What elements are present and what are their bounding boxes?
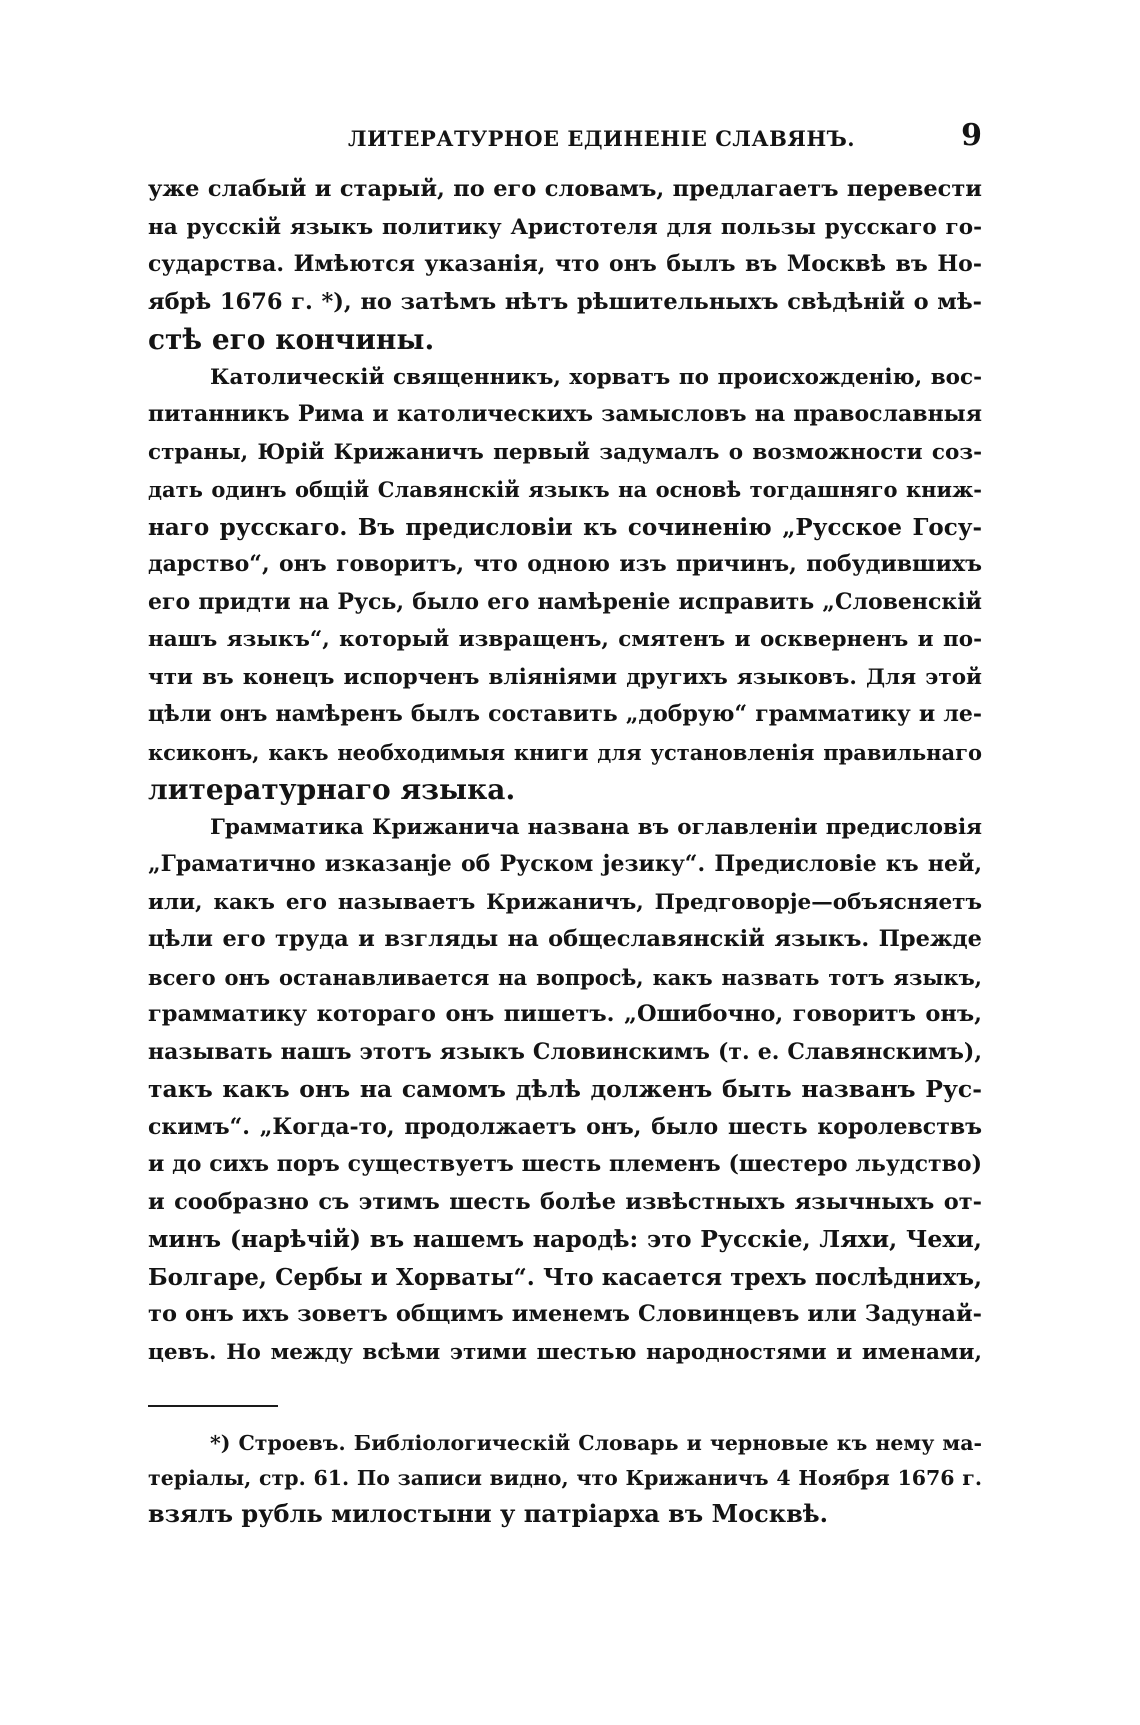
text-line: на русскій языкъ политику Аристотеля для пользы русскаго го- bbox=[148, 214, 982, 240]
body-text bbox=[148, 171, 982, 1371]
text-line: ксиконъ, какъ необходимыя книги для установленія правильнаго bbox=[148, 739, 982, 765]
text-line: или, какъ его называетъ Крижаничъ, Предговорје—объясняетъ bbox=[148, 889, 982, 915]
text-line: называть нашъ этотъ языкъ Словинскимъ (т. е. Славянскимъ), bbox=[148, 1038, 982, 1065]
text-line: уже слабый и старый, по его словамъ, предлагаетъ перевести bbox=[148, 176, 982, 202]
text-line: питанникъ Рима и католическихъ замысловъ на православныя bbox=[148, 401, 982, 427]
text-line: сударства. Имѣются указанія, что онъ былъ въ Москвѣ въ Но- bbox=[148, 251, 982, 277]
text-line: стѣ его кончины. bbox=[148, 323, 435, 356]
text-line: минъ (нарѣчій) въ нашемъ народѣ: это Русскіе, Ляхи, Чехи, bbox=[148, 1225, 982, 1253]
text-line: и сообразно съ этимъ шесть болѣе извѣстныхъ язычныхъ от- bbox=[148, 1188, 982, 1215]
text-line: дарство“, онъ говоритъ, что одною изъ причинъ, побудившихъ bbox=[148, 551, 982, 577]
footnote-line: взялъ рубль милостыни у патріарха въ Москвѣ. bbox=[148, 1499, 828, 1528]
text-line: чти въ конецъ испорченъ вліяніями другихъ языковъ. Для этой bbox=[148, 664, 982, 690]
paragraph-3 bbox=[148, 809, 982, 1372]
text-line: нашъ языкъ“, который извращенъ, смятенъ и оскверненъ и по- bbox=[148, 627, 982, 652]
text-line: Грамматика Крижанича названа въ оглавленіи предисловія bbox=[210, 814, 982, 840]
text-line: его придти на Русь, было его намѣреніе исправить „Словенскій bbox=[148, 588, 982, 615]
text-line: грамматику котораго онъ пишетъ. „Ошибочно, говоритъ онъ, bbox=[148, 1001, 982, 1027]
text-line: и до сихъ поръ существуетъ шесть племенъ (шестеро льудство) bbox=[148, 1151, 982, 1177]
text-line: наго русскаго. Въ предисловіи къ сочиненію „Русское Госу- bbox=[148, 513, 982, 541]
text-line: цевъ. Но между всѣми этими шестью народностями и именами, bbox=[148, 1339, 982, 1365]
text-line: то онъ ихъ зоветъ общимъ именемъ Словинцевъ или Задунай- bbox=[148, 1301, 982, 1327]
text-line: ябрѣ 1676 г. *), но затѣмъ нѣтъ рѣшительныхъ свѣдѣній о мѣ- bbox=[148, 288, 982, 315]
text-line: дать одинъ общій Славянскій языкъ на основѣ тогдашняго книж- bbox=[148, 477, 982, 502]
footnote bbox=[148, 1426, 982, 1531]
footnote-line: теріалы, стр. 61. По записи видно, что Крижаничъ 4 Ноября 1676 г. bbox=[148, 1466, 982, 1490]
text-line: страны, Юрій Крижаничъ первый задумалъ о возможности соз- bbox=[148, 439, 982, 465]
running-title: ЛИТЕРАТУРНОЕ ЕДИНЕНІЕ СЛАВЯНЪ. bbox=[348, 126, 856, 151]
text-line: такъ какъ онъ на самомъ дѣлѣ долженъ быть названъ Рус- bbox=[148, 1075, 982, 1103]
text-line: литературнаго языка. bbox=[148, 773, 516, 806]
running-head bbox=[148, 118, 982, 158]
paragraph-1 bbox=[148, 171, 982, 359]
text-line: Болгаре, Сербы и Хорваты“. Что касается трехъ послѣднихъ, bbox=[148, 1263, 982, 1291]
text-line: скимъ“. „Когда-то, продолжаетъ онъ, было шесть королевствъ bbox=[148, 1113, 982, 1140]
footnote-divider bbox=[148, 1405, 278, 1407]
text-line: цѣли онъ намѣренъ былъ составить „добрую“ грамматику и ле- bbox=[148, 701, 982, 727]
text-line: всего онъ останавливается на вопросѣ, какъ назвать тотъ языкъ, bbox=[148, 964, 982, 990]
text-line: „Граматично изказанје об Руском језику“. Предисловіе къ ней, bbox=[148, 851, 982, 877]
text-line: цѣли его труда и взгляды на общеславянскій языкъ. Прежде bbox=[148, 926, 982, 952]
footnote-line: *) Строевъ. Библіологическій Словарь и черновые къ нему ма- bbox=[210, 1431, 982, 1455]
page-number: 9 bbox=[961, 118, 982, 153]
paragraph-2 bbox=[148, 359, 982, 809]
text-line: Католическій священникъ, хорватъ по происхожденію, вос- bbox=[210, 364, 982, 390]
